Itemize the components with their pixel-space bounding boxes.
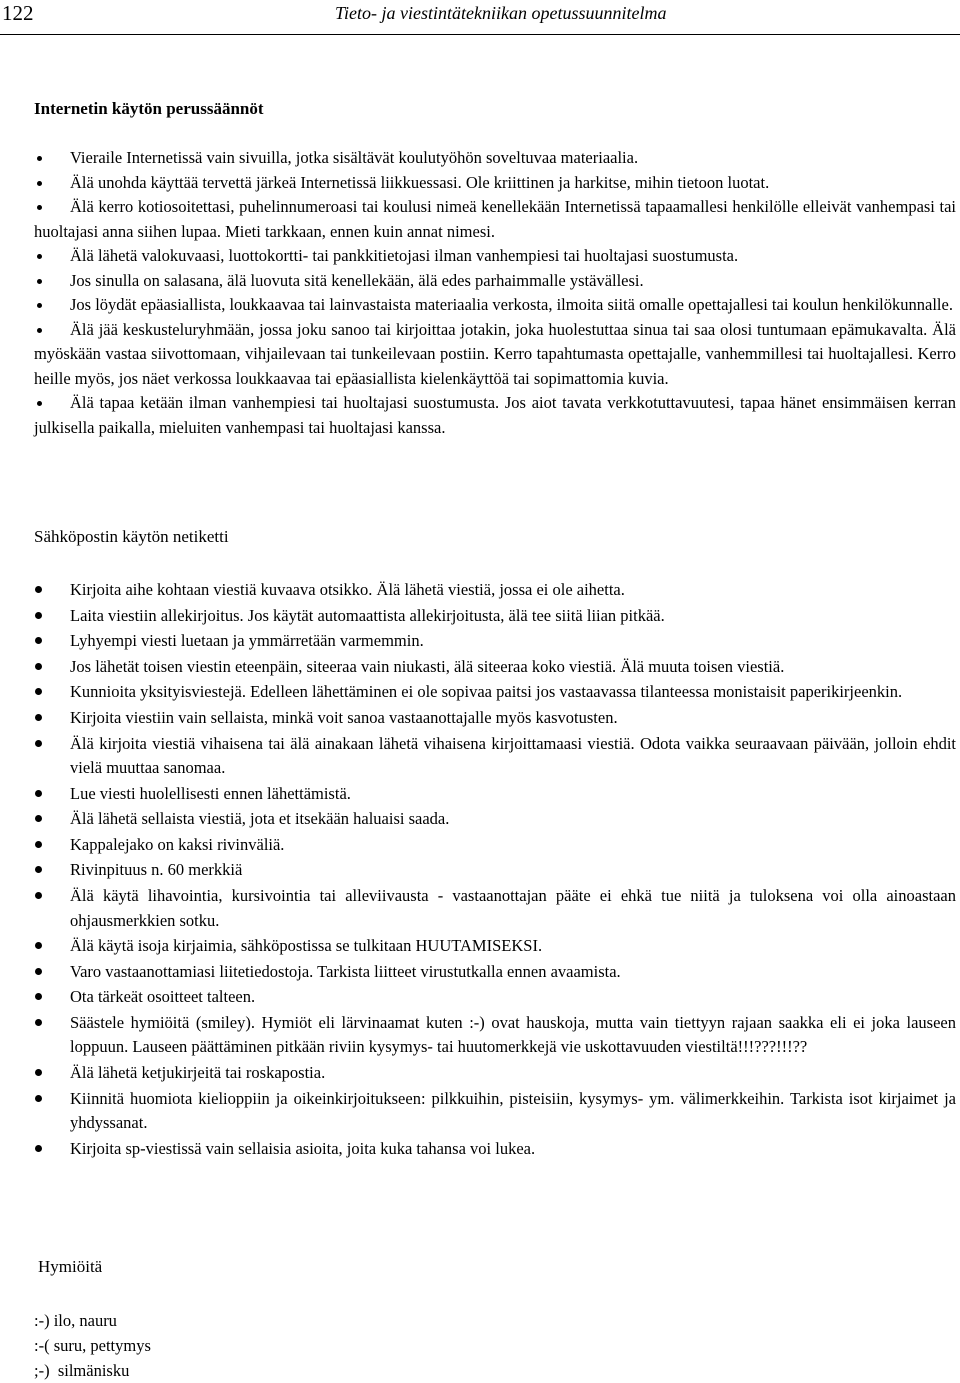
list-item: Älä kerro kotiosoitettasi, puhelinnumeroasi tai koulusi nimeä kenellekään Internetissä tapaamallesi henkilölle elleivät vanhempasi tai huoltajasi anna siihen lupaa. Mieti tarkkaan, ennen kuin annat nimesi. [34, 195, 956, 244]
list-item: Älä lähetä ketjukirjeitä tai roskapostia. [70, 1061, 956, 1086]
internet-rules-list [34, 146, 956, 440]
smiley-item: :-) ilo, nauru [34, 1311, 117, 1330]
list-item: Laita viestiin allekirjoitus. Jos käytät automaattista allekirjoitusta, älä tee siitä liian pitkää. [70, 604, 956, 629]
smiley-item: :-( suru, pettymys [34, 1336, 151, 1355]
list-item: Rivinpituus n. 60 merkkiä [70, 858, 956, 883]
list-item: Älä lähetä sellaista viestiä, jota et itsekään haluaisi saada. [70, 807, 956, 832]
list-item: Lyhyempi viesti luetaan ja ymmärretään varmemmin. [70, 629, 956, 654]
header-rule [0, 34, 960, 35]
list-item: Varo vastaanottamiasi liitetiedostoja. Tarkista liitteet virustutkalla ennen avaamista. [70, 960, 956, 985]
email-netiquette-list [70, 578, 956, 1162]
list-item: Jos lähetät toisen viestin eteenpäin, siteeraa vain niukasti, älä siteeraa koko viestiä. Älä muuta toisen viestiä. [70, 655, 956, 680]
page-number: 122 [2, 1, 34, 25]
email-netiquette-heading: Sähköpostin käytön netiketti [34, 527, 229, 546]
list-item: Älä tapaa ketään ilman vanhempiesi tai huoltajasi suostumusta. Jos aiot tavata verkkotuttavuutesi, tapaa hänet ensimmäisen kerran julkisella paikalla, mieluiten vanhempasi tai huoltajasi kanssa. [34, 391, 956, 440]
list-item: Älä kirjoita viestiä vihaisena tai älä ainakaan lähetä vihaisena kirjoittamaasi viestiä. Odota vaikka seuraavaan päivään, jolloin ehdit vielä muuttaa sanomaa. [70, 732, 956, 781]
list-item: Älä unohda käyttää tervettä järkeä Internetissä liikkuessasi. Ole kriittinen ja harkitse, mihin tietoon luotat. [34, 171, 956, 196]
list-item: Vieraile Internetissä vain sivuilla, jotka sisältävät koulutyöhön soveltuvaa materiaalia. [34, 146, 956, 171]
list-item: Kirjoita sp-viestissä vain sellaisia asioita, joita kuka tahansa voi lukea. [70, 1137, 956, 1162]
list-item: Älä käytä isoja kirjaimia, sähköpostissa se tulkitaan HUUTAMISEKSI. [70, 934, 956, 959]
running-header: Tieto- ja viestintätekniikan opetussuunnitelma [335, 3, 667, 23]
smileys-list [34, 1308, 151, 1383]
list-item: Ota tärkeät osoitteet talteen. [70, 985, 956, 1010]
smiley-item: ;-) silmänisku [34, 1361, 130, 1380]
smileys-heading: Hymiöitä [38, 1257, 103, 1276]
internet-rules-heading: Internetin käytön perussäännöt [34, 99, 264, 118]
list-item: Jos sinulla on salasana, älä luovuta sitä kenellekään, älä edes parhaimmalle ystävällesi. [34, 269, 956, 294]
list-item: Älä käytä lihavointia, kursivointia tai alleviivausta - vastaanottajan pääte ei ehkä tue niitä ja tuloksena voi olla ainoastaan ohjausmerkkien sotku. [70, 884, 956, 933]
list-item: Jos löydät epäasiallista, loukkaavaa tai lainvastaista materiaalia verkosta, ilmoita siitä omalle opettajallesi tai koulun henkilökunnalle. [34, 293, 956, 318]
list-item: Kirjoita viestiin vain sellaista, minkä voit sanoa vastaanottajalle myös kasvotusten. [70, 706, 956, 731]
list-item: Kiinnitä huomiota kielioppiin ja oikeinkirjoitukseen: pilkkuihin, pisteisiin, kysymys- ym. välimerkkeihin. Tarkista isot kirjaimet ja yhdyssanat. [70, 1087, 956, 1136]
list-item: Säästele hymiöitä (smiley). Hymiöt eli lärvinaamat kuten :-) ovat hauskoja, mutta vain tiettyyn rajaan saakka eli ei joka lauseen loppuun. Lauseen päättäminen pitkään riviin kysymys- tai huutomerkkejä vie uskottavuuden viestiltä!!!???!!!?? [70, 1011, 956, 1060]
list-item: Kappalejako on kaksi rivinväliä. [70, 833, 956, 858]
list-item: Kunnioita yksityisviestejä. Edelleen lähettäminen ei ole sopivaa paitsi jos vastaavassa tilanteessa monistaisit paperikirjeenkin. [70, 680, 956, 705]
list-item: Älä jää keskusteluryhmään, jossa joku sanoo tai kirjoittaa jotakin, joka huolestuttaa sinua tai saa olosi tuntumaan epämukavalta. Älä myöskään vastaa siivottomaan, vihjailevaan tai tunkeilevaan postiin. Kerro tapahtumasta opettajalle, vanhemmillesi tai huoltajallesi. Kerro heille myös, jos näet verkossa loukkaavaa tai epäasiallista kielenkäyttöä tai sopimattomia kuvia. [34, 318, 956, 392]
list-item: Älä lähetä valokuvaasi, luottokortti- tai pankkitietojasi ilman vanhempiesi tai huoltajasi suostumusta. [34, 244, 956, 269]
list-item: Lue viesti huolellisesti ennen lähettämistä. [70, 782, 956, 807]
list-item: Kirjoita aihe kohtaan viestiä kuvaava otsikko. Älä lähetä viestiä, jossa ei ole aihetta. [70, 578, 956, 603]
